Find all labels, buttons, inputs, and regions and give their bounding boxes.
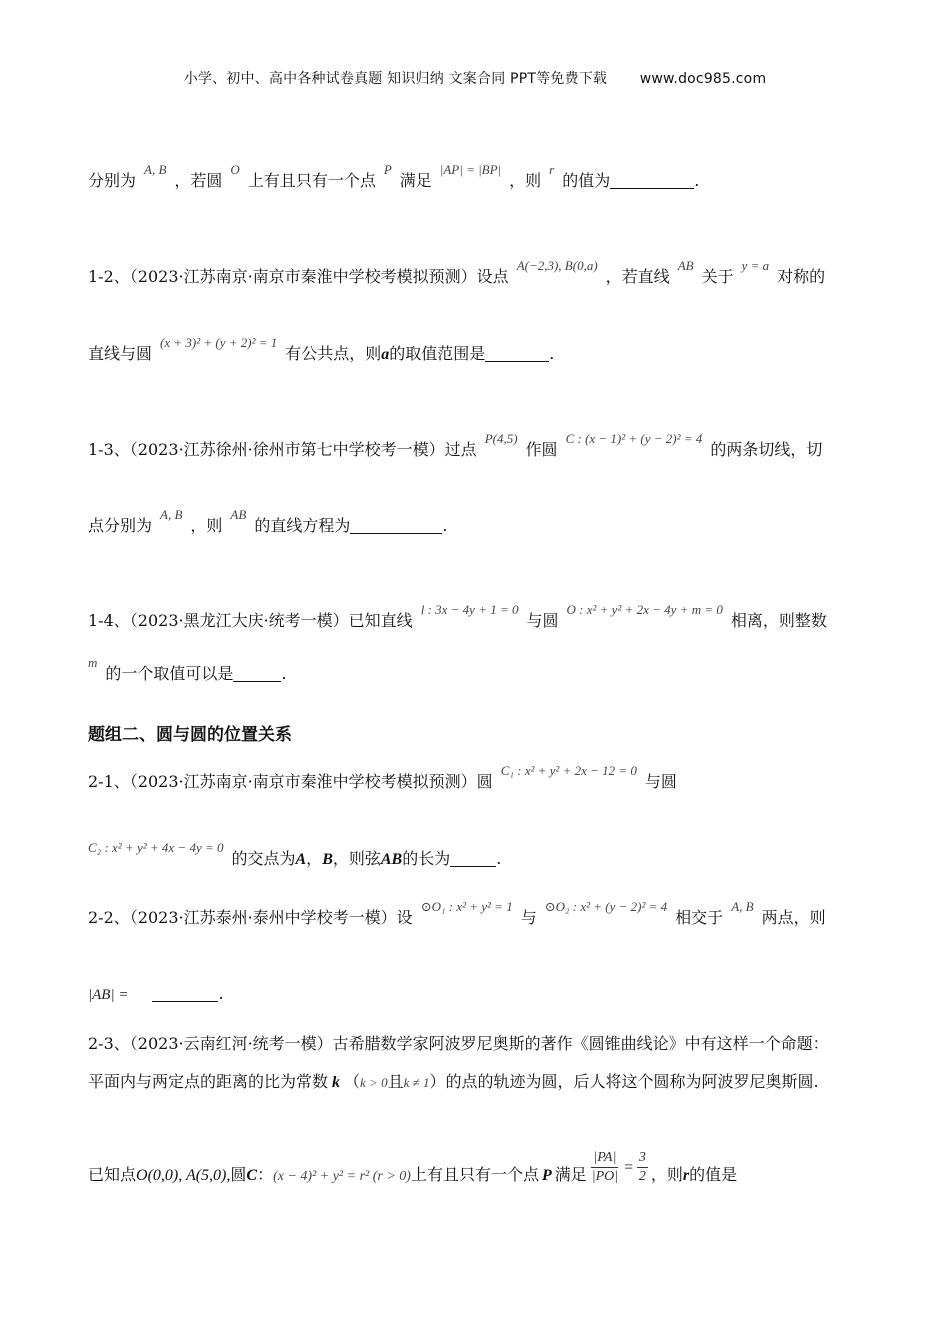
- math-m: m: [88, 655, 98, 670]
- math-ap-bp: |AP| = |BP|: [439, 162, 502, 177]
- math-ab-length: |AB| =: [88, 987, 129, 1003]
- var-ab: AB: [380, 851, 403, 868]
- question-label: 2-2、: [88, 908, 130, 927]
- answer-blank[interactable]: [450, 850, 496, 867]
- math-ab: A, B: [160, 507, 183, 522]
- var-b: B: [322, 851, 333, 868]
- q1-4-line1: [88, 602, 862, 633]
- math-line: l : 3x − 4y + 1 = 0: [420, 602, 519, 617]
- text: ，: [306, 849, 323, 868]
- text: 平面内与两定点的距离的比为常数: [88, 1072, 329, 1091]
- question-source: （2023·江苏南京·南京市秦淮中学校考模拟预测）设点: [129, 267, 509, 286]
- text: 的值为: [562, 171, 611, 190]
- math-points: O(0,0), A(5,0),: [136, 1167, 231, 1184]
- q2-3-line3: [88, 1150, 862, 1194]
- math-circle-o2: ⊙O₂ : x² + (y − 2)² = 4: [544, 899, 668, 914]
- math-ab: AB: [677, 258, 694, 273]
- text: 已知点: [88, 1165, 137, 1184]
- text: ，则: [650, 1165, 683, 1184]
- text: 有公共点，则: [285, 344, 382, 363]
- question-source: （2023·黑龙江大庆·统考一模）已知直线: [129, 611, 413, 630]
- text: 的取值范围是: [389, 344, 486, 363]
- q1-3-line2: [88, 507, 862, 538]
- header-site: www.doc985.com: [639, 71, 767, 87]
- text: 上有且只有一个点: [247, 171, 376, 190]
- text: .: [281, 664, 287, 683]
- math-eq: =: [623, 1159, 634, 1176]
- text: ，则: [190, 516, 223, 535]
- q1-2-line1: [88, 258, 862, 289]
- text: ，则: [509, 171, 542, 190]
- math-circle: C : (x − 1)² + (y − 2)² = 4: [565, 431, 703, 446]
- q2-1-line2: [88, 840, 862, 871]
- text: ：: [257, 1165, 274, 1184]
- text: .: [496, 849, 502, 868]
- text: 直线与圆: [88, 344, 153, 363]
- var-c: C: [246, 1167, 258, 1184]
- math-circle-o1: ⊙O₁ : x² + y² = 1: [420, 899, 513, 914]
- answer-blank[interactable]: [350, 517, 442, 534]
- text: 上有且只有一个点: [410, 1165, 539, 1184]
- var-a: A: [295, 851, 307, 868]
- text: 满足: [399, 171, 432, 190]
- question-label: 1-4、: [88, 611, 130, 630]
- text: 的长为: [402, 849, 451, 868]
- text: 相交于: [675, 908, 724, 927]
- answer-blank[interactable]: [610, 172, 694, 189]
- math-circle-c1: C₁ : x² + y² + 2x − 12 = 0: [500, 763, 637, 778]
- text: 相离，则整数: [730, 611, 827, 630]
- text: .: [442, 516, 448, 535]
- q1-1-line: [88, 162, 862, 193]
- section-title: 题组二、圆与圆的位置关系: [88, 725, 292, 745]
- text: ，若圆: [174, 171, 223, 190]
- text: 满足: [554, 1165, 587, 1184]
- q1-3-line1: [88, 431, 862, 462]
- text: 且: [387, 1072, 404, 1091]
- math-r: r: [549, 162, 555, 177]
- text: 的值是: [689, 1165, 738, 1184]
- math-ab: AB: [230, 507, 247, 522]
- text: 对称的: [777, 267, 826, 286]
- page-header: [0, 68, 950, 88]
- text: 的交点为: [231, 849, 296, 868]
- fraction-pa-po: $\frac{|PA|}{|PO|}$: [591, 1150, 619, 1184]
- math-circle-c2: C₂ : x² + y² + 4x − 4y = 0: [88, 840, 224, 855]
- q1-4-line2: [88, 655, 862, 686]
- question-source: （2023·江苏南京·南京市秦淮中学校考模拟预测）圆: [129, 772, 493, 791]
- q1-2-line2: [88, 335, 862, 366]
- q2-3-line2: [88, 1071, 862, 1094]
- math-y-eq-a: y = a: [741, 258, 770, 273]
- answer-blank[interactable]: [485, 345, 549, 362]
- text: ，则弦: [332, 849, 381, 868]
- text: .: [549, 344, 555, 363]
- text: 与圆: [644, 772, 677, 791]
- text: 与: [520, 908, 537, 927]
- text: 圆: [230, 1165, 247, 1184]
- fraction-3-2: $\frac{3}{2}$: [638, 1150, 646, 1184]
- q2-1-line1: [88, 763, 862, 794]
- math-circle: (x + 3)² + (y + 2)² = 1: [160, 335, 278, 350]
- answer-blank[interactable]: [152, 985, 218, 1002]
- text: 点分别为: [88, 516, 153, 535]
- math-ab: A, B: [144, 162, 167, 177]
- math-o: O: [230, 162, 240, 177]
- q2-3-line1: [88, 1033, 862, 1055]
- text: 与圆: [526, 611, 559, 630]
- question-label: 2-1、: [88, 772, 130, 791]
- math-p: P: [383, 162, 392, 177]
- math-points: A(−2,3), B(0,a): [516, 258, 598, 273]
- text: 作圆: [525, 440, 558, 459]
- text: ，若直线: [605, 267, 670, 286]
- math-k-gt-0: k > 0: [360, 1075, 388, 1090]
- text: .: [218, 984, 224, 1003]
- math-p: P(4,5): [484, 431, 518, 446]
- text: 分别为: [88, 171, 137, 190]
- q2-2-line2: [88, 983, 862, 1006]
- header-text: 小学、初中、高中各种试卷真题 知识归纳 文案合同 PPT等免费下载: [183, 71, 608, 87]
- question-label: 1-2、: [88, 267, 130, 286]
- math-circle: (x − 4)² + y² = r² (r > 0): [273, 1169, 411, 1184]
- math-circle: O : x² + y² + 2x − 4y + m = 0: [566, 602, 723, 617]
- text: 关于: [701, 267, 734, 286]
- q2-2-line1: [88, 899, 862, 930]
- text: 的直线方程为: [254, 516, 351, 535]
- text: .: [694, 171, 700, 190]
- text: （: [344, 1072, 361, 1091]
- math-ab: A, B: [731, 899, 754, 914]
- text: 的一个取值可以是: [105, 664, 234, 683]
- var-r: r: [682, 1167, 690, 1184]
- question-label: 1-3、: [88, 440, 130, 459]
- var-a: a: [381, 346, 390, 363]
- question-source: （2023·江苏徐州·徐州市第七中学校考一模）过点: [129, 440, 477, 459]
- math-k-ne-1: k ≠ 1: [403, 1075, 430, 1090]
- question-source: （2023·江苏泰州·泰州中学校考一模）设: [129, 908, 413, 927]
- var-k: k: [332, 1074, 341, 1091]
- var-p: P: [541, 1167, 552, 1184]
- question-source: （2023·云南红河·统考一模）古希腊数学家阿波罗尼奥斯的著作《圆锥曲线论》中有这样一个命题：: [129, 1034, 829, 1053]
- text: 的两条切线，切: [710, 440, 823, 459]
- answer-blank[interactable]: [233, 665, 281, 682]
- question-label: 2-3、: [88, 1034, 130, 1053]
- text: ）的点的轨迹为圆，后人将这个圆称为阿波罗尼奥斯圆.: [429, 1072, 819, 1091]
- text: 两点，则: [761, 908, 826, 927]
